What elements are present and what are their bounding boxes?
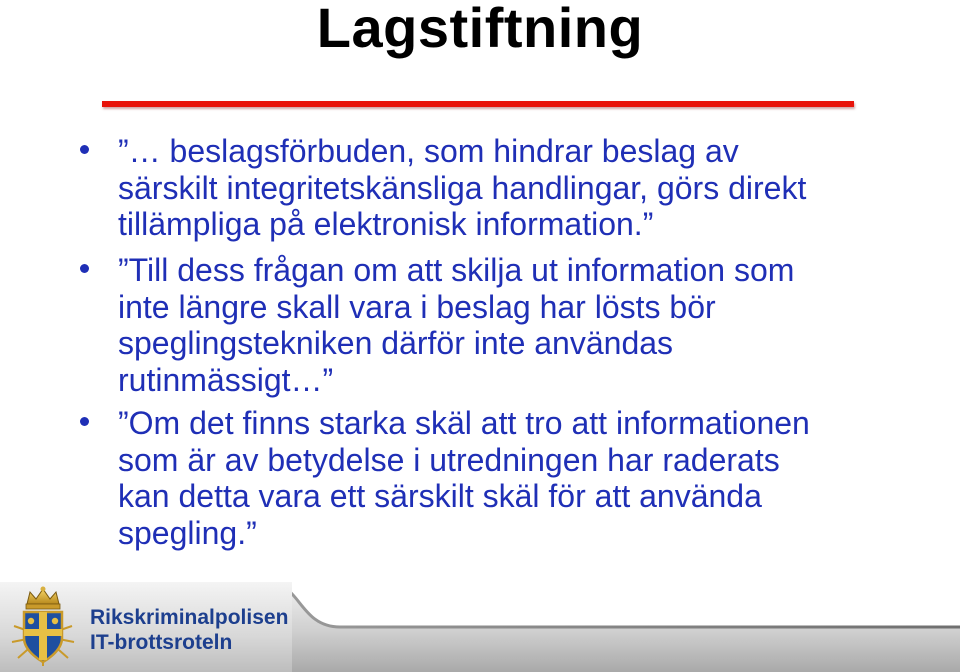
bullet-line: särskilt integritetskänsliga handlingar, görs direkt bbox=[118, 169, 807, 206]
bullet-line: kan detta vara ett särskilt skäl för att använda bbox=[118, 478, 762, 514]
bullet-line: inte längre skall vara i beslag har lösts bör bbox=[118, 288, 716, 325]
unit-name: IT-brottsroteln bbox=[90, 631, 233, 654]
bullet-dot-icon bbox=[80, 145, 89, 154]
bullet-line: spegling.” bbox=[118, 514, 257, 551]
bullet-item bbox=[118, 405, 938, 551]
bullet-line: tillämpliga på elektronisk information.” bbox=[118, 206, 654, 242]
bullet-dot-icon bbox=[80, 264, 89, 273]
footer bbox=[0, 582, 960, 672]
bullet-text bbox=[118, 405, 938, 551]
bullet-line: ”… beslagsförbuden, som hindrar beslag av bbox=[118, 133, 739, 169]
bullet-item bbox=[118, 252, 938, 398]
org-name: Rikskriminalpolisen bbox=[90, 606, 289, 629]
bullet-line: speglingstekniken därför inte användas bbox=[118, 325, 674, 361]
bullet-text bbox=[118, 252, 938, 398]
footer-swoosh bbox=[230, 582, 960, 672]
bullet-line: ”Till dess frågan om att skilja ut information som bbox=[118, 252, 795, 288]
bullet-dot-icon bbox=[80, 417, 89, 426]
bullet-line: ”Om det finns starka skäl att tro att informationen bbox=[118, 405, 810, 441]
bullet-line: rutinmässigt…” bbox=[118, 361, 334, 398]
bullet-item bbox=[118, 133, 938, 243]
bullet-line: som är av betydelse i utredningen har raderats bbox=[118, 441, 780, 478]
slide-title: Lagstiftning bbox=[316, 0, 644, 59]
police-crest-icon bbox=[10, 586, 76, 668]
bullet-text bbox=[118, 133, 938, 243]
